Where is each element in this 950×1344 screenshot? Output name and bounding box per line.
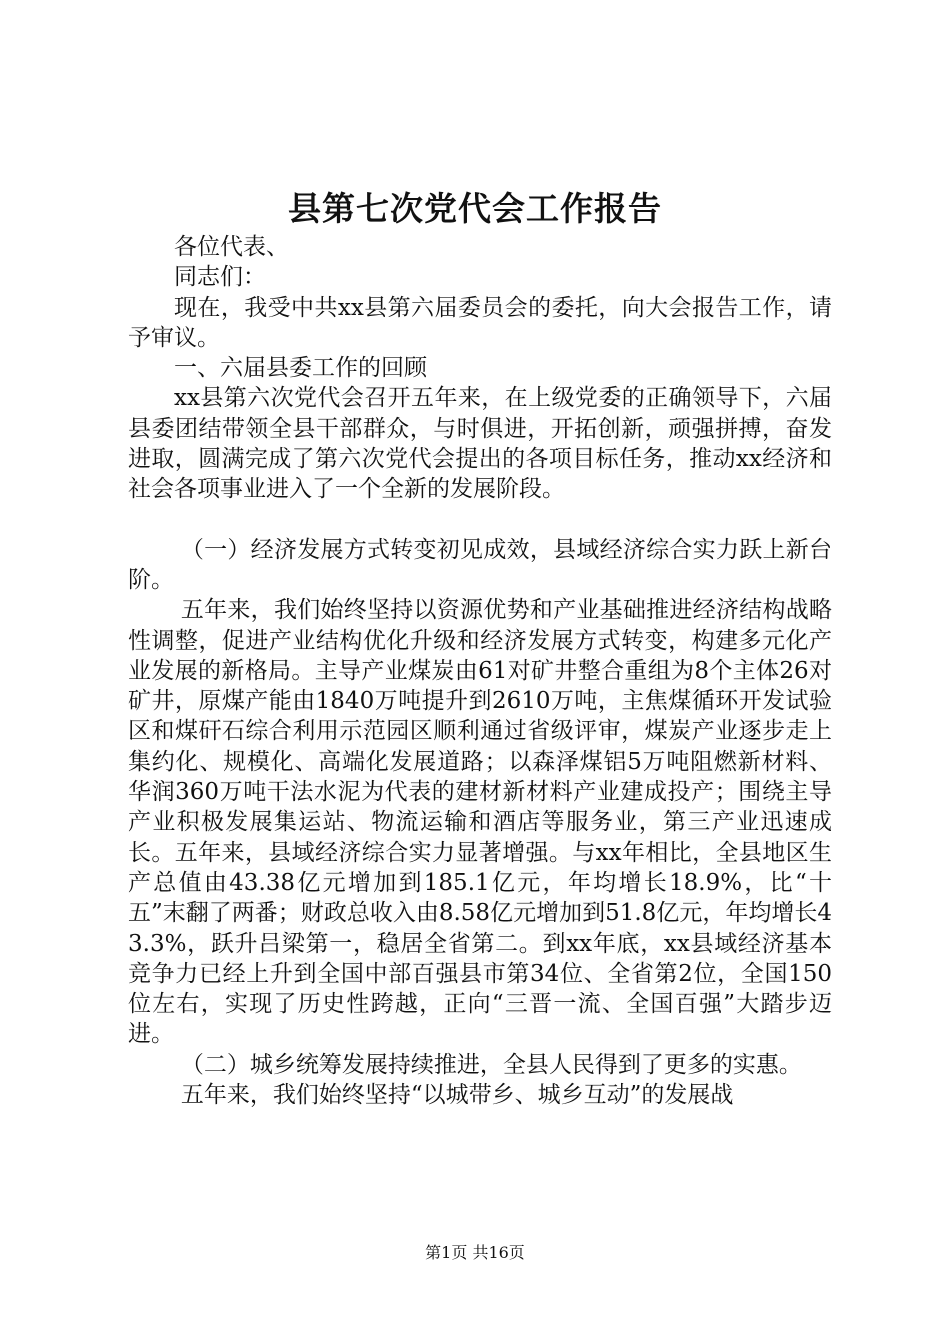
subsection-heading-2: （二）城乡统筹发展持续推进，全县人民得到了更多的实惠。	[180, 1051, 802, 1078]
intro-paragraph: 现在，我受中共xx县第六届委员会的委托，向大会报告工作，请予审议。	[128, 294, 832, 351]
page-footer: 第1页 共16页	[425, 1243, 525, 1262]
document-title: 县第七次党代会工作报告	[288, 189, 662, 228]
salutation-line-1: 各位代表、	[174, 234, 289, 260]
document-body	[128, 232, 832, 1110]
subsection-heading-1: （一）经济发展方式转变初见成效，县域经济综合实力跃上新台阶。	[128, 536, 832, 593]
section-heading-1: 一、六届县委工作的回顾	[174, 355, 427, 382]
economy-paragraph: 五年来，我们始终坚持以资源优势和产业基础推进经济结构战略性调整，促进产业结构优化升级和经济发展方式转变，构建多元化产业发展的新格局。主导产业煤炭由61对矿井整合重组为8个主体26对矿井，原煤产能由1840万吨提升到2610万吨，主焦煤循环开发试验区和煤矸石综合利用示范园区顺利通过省级评审，煤炭产业逐步走上集约化、规模化、高端化发展道路；以森泽煤铝5万吨阻燃新材料、华润360万吨干法水泥为代表的建材新材料产业建成投产；围绕主导产业积极发展集运站、物流运输和酒店等服务业，第三产业迅速成长。五年来，县域经济综合实力显著增强。与xx年相比，全县地区生产总值由43.38亿元增加到185.1亿元，年均增长18.9%，比“十五”末翻了两番；财政总收入由8.58亿元增加到51.8亿元，年均增长43.3%，跃升吕梁第一，稳居全省第二。到xx年底，xx县域经济基本竞争力已经上升到全国中部百强县市第34位、全省第2位，全国150位左右，实现了历史性跨越，正向“三晋一流、全国百强”大踏步迈进。	[128, 597, 832, 1048]
urban-rural-paragraph: 五年来，我们始终坚持“以城带乡、城乡互动”的发展战	[180, 1082, 734, 1109]
review-paragraph: xx县第六次党代会召开五年来，在上级党委的正确领导下，六届县委团结带领全县干部群众，与时俱进，开拓创新，顽强拼搏，奋发进取，圆满完成了第六次党代会提出的各项目标任务，推动xx经济和社会各项事业进入了一个全新的发展阶段。	[128, 385, 832, 503]
salutation-line-2: 同志们：	[174, 264, 266, 291]
